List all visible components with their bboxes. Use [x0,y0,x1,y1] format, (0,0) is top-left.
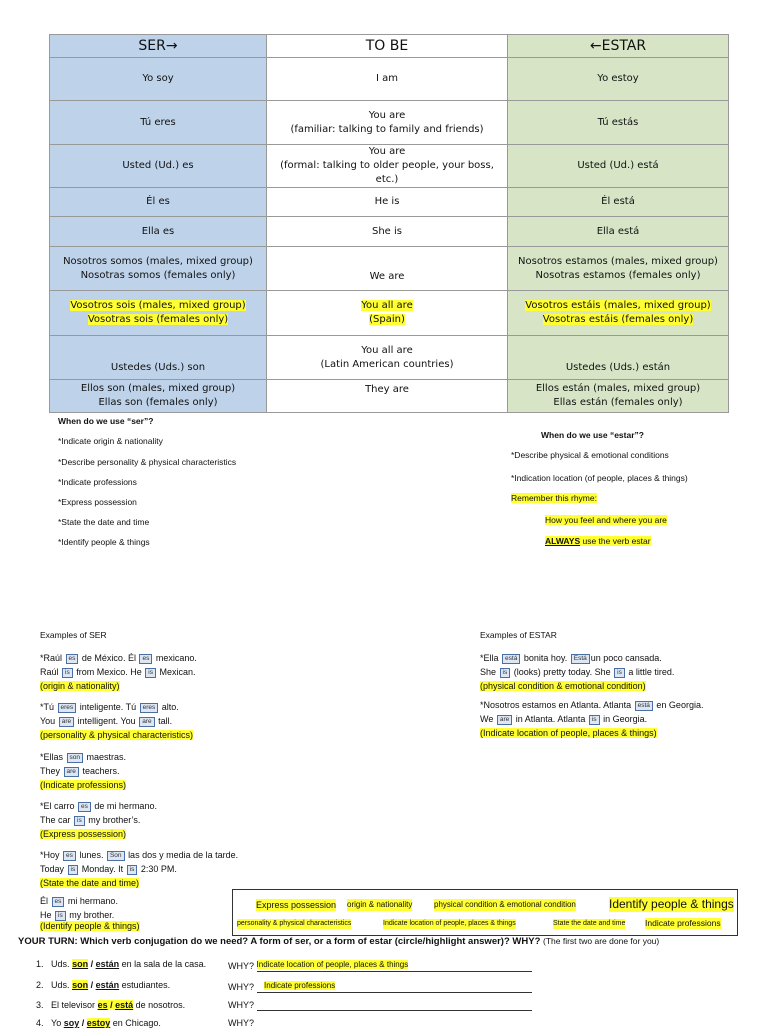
list-item: *State the date and time [58,517,150,527]
question-3: 3. El televisor es / está de nosotros. [36,1000,186,1010]
cell-estar: Ella está [508,217,729,247]
question-2: 2. Uds. son / están estudiantes. [36,980,171,990]
cell-ser: Él es [50,188,267,217]
cell-ser: Ustedes (Uds.) son [50,336,267,380]
cell-estar: Usted (Ud.) está [508,145,729,188]
cell-estar: Nosotros estamos (males, mixed group) Nosotras estamos (females only) [508,247,729,291]
cell-estar: Ustedes (Uds.) están [508,336,729,380]
list-item: *Describe personality & physical characteristics [58,457,237,467]
ser-examples-title: Examples of SER [40,630,107,640]
legend-item: Express possession [256,900,337,910]
list-item: *Express possession [58,497,137,507]
cell-estar: Vosotros estáis (males, mixed group) Vosotras estáis (females only) [508,291,729,336]
legend-item: Indicate professions [645,918,721,928]
header-estar: ←ESTAR [508,35,729,58]
list-item: *Indicate origin & nationality [58,436,163,446]
example-ser-2: *Tú eres inteligente. Tú eres alto. You are intelligent. You are tall. (personality & physical characteristics) [40,702,194,740]
question-1: 1. Uds. son / están en la sala de la casa. [36,959,207,969]
cell-ser: Usted (Ud.) es [50,145,267,188]
legend-item: physical condition & emotional condition [434,900,576,909]
answer-line-3[interactable] [257,1000,532,1011]
category-legend [232,889,738,936]
why-1: WHY? Indicate location of people, places & things [228,958,532,972]
cell-ser: Tú eres [50,101,267,145]
cell-to-be: You are (familiar: talking to family and friends) [267,101,508,145]
cell-ser: Ella es [50,217,267,247]
why-4: WHY? [228,1018,255,1028]
example-ser-4: *El carro es de mi hermano. The car is my brother’s. (Express possession) [40,801,157,839]
ser-uses-title: When do we use “ser”? [58,416,154,426]
question-4: 4. Yo soy / estoy en Chicago. [36,1018,161,1028]
header-ser: SER→ [50,35,267,58]
cell-ser: Yo soy [50,58,267,101]
cell-to-be: We are [267,247,508,291]
estar-uses-title: When do we use “estar”? [541,430,644,440]
example-ser-5: *Hoy es lunes. Son las dos y media de la tarde. Today is Monday. It is 2:30 PM. (State the date and time) [40,850,239,888]
why-3: WHY? [228,999,532,1011]
header-to-be: TO BE [267,35,508,58]
table-row [50,380,729,413]
table-row [50,58,729,101]
legend-item: Indicate location of people, places & things [383,920,516,927]
rhyme-intro: Remember this rhyme: [511,493,597,503]
table-row [50,217,729,247]
rhyme-line-2: ALWAYS use the verb estar [545,536,651,546]
example-ser-3: *Ellas son maestras. They are teachers. (Indicate professions) [40,752,127,790]
example-estar-1: *Ella está bonita hoy. Está un poco cansada. She is (looks) pretty today. She is a little tired. (physical condition & emotional condition) [480,653,675,691]
cell-to-be: You all are (Latin American countries) [267,336,508,380]
list-item: *Identify people & things [58,537,150,547]
legend-item: personality & physical characteristics [237,920,352,927]
cell-to-be: You all are (Spain) [267,291,508,336]
cell-to-be: They are [267,380,508,413]
rhyme-line-1: How you feel and where you are [545,515,667,525]
cell-ser: Vosotros sois (males, mixed group) Vosotras sois (females only) [50,291,267,336]
table-row [50,291,729,336]
cell-estar: Ellos están (males, mixed group) Ellas están (females only) [508,380,729,413]
answer-1: Indicate location of people, places & things [256,960,409,969]
table-row [50,247,729,291]
list-item: *Describe physical & emotional conditions [511,450,669,460]
list-item: *Indicate professions [58,477,137,487]
example-estar-2: *Nosotros estamos en Atlanta. Atlanta está en Georgia. We are in Atlanta. Atlanta is in Georgia. (Indicate location of people, places & things) [480,700,704,738]
conjugation-table [49,34,729,413]
legend-item: origin & nationality [347,900,413,909]
cell-to-be: You are (formal: talking to older people, your boss, etc.) [267,145,508,188]
your-turn-prompt: YOUR TURN: Which verb conjugation do we need? A form of ser, or a form of estar (circle/highlight answer)? WHY? (The first two are done for you) [18,936,660,947]
answer-2: Indicate professions [264,981,336,990]
table-row [50,188,729,217]
cell-estar: Tú estás [508,101,729,145]
why-2: WHY? Indicate professions [228,979,532,993]
cell-to-be: She is [267,217,508,247]
legend-item: Identify people & things [609,897,734,911]
cell-to-be: He is [267,188,508,217]
estar-examples-title: Examples of ESTAR [480,630,557,640]
cell-ser: Ellos son (males, mixed group) Ellas son (females only) [50,380,267,413]
example-ser-6: Él es mi hermano. He is my brother. (Identify people & things) [40,896,140,931]
cell-ser: Nosotros somos (males, mixed group) Nosotras somos (females only) [50,247,267,291]
cell-to-be: I am [267,58,508,101]
cell-estar: Yo estoy [508,58,729,101]
legend-item: State the date and time [553,920,626,927]
table-row [50,101,729,145]
example-ser-1: *Raúl es de México. Él es mexicano. Raúl is from Mexico. He is Mexican. (origin & nationality) [40,653,197,691]
cell-estar: Él está [508,188,729,217]
table-row [50,145,729,188]
table-row [50,336,729,380]
list-item: *Indication location (of people, places & things) [511,473,688,483]
